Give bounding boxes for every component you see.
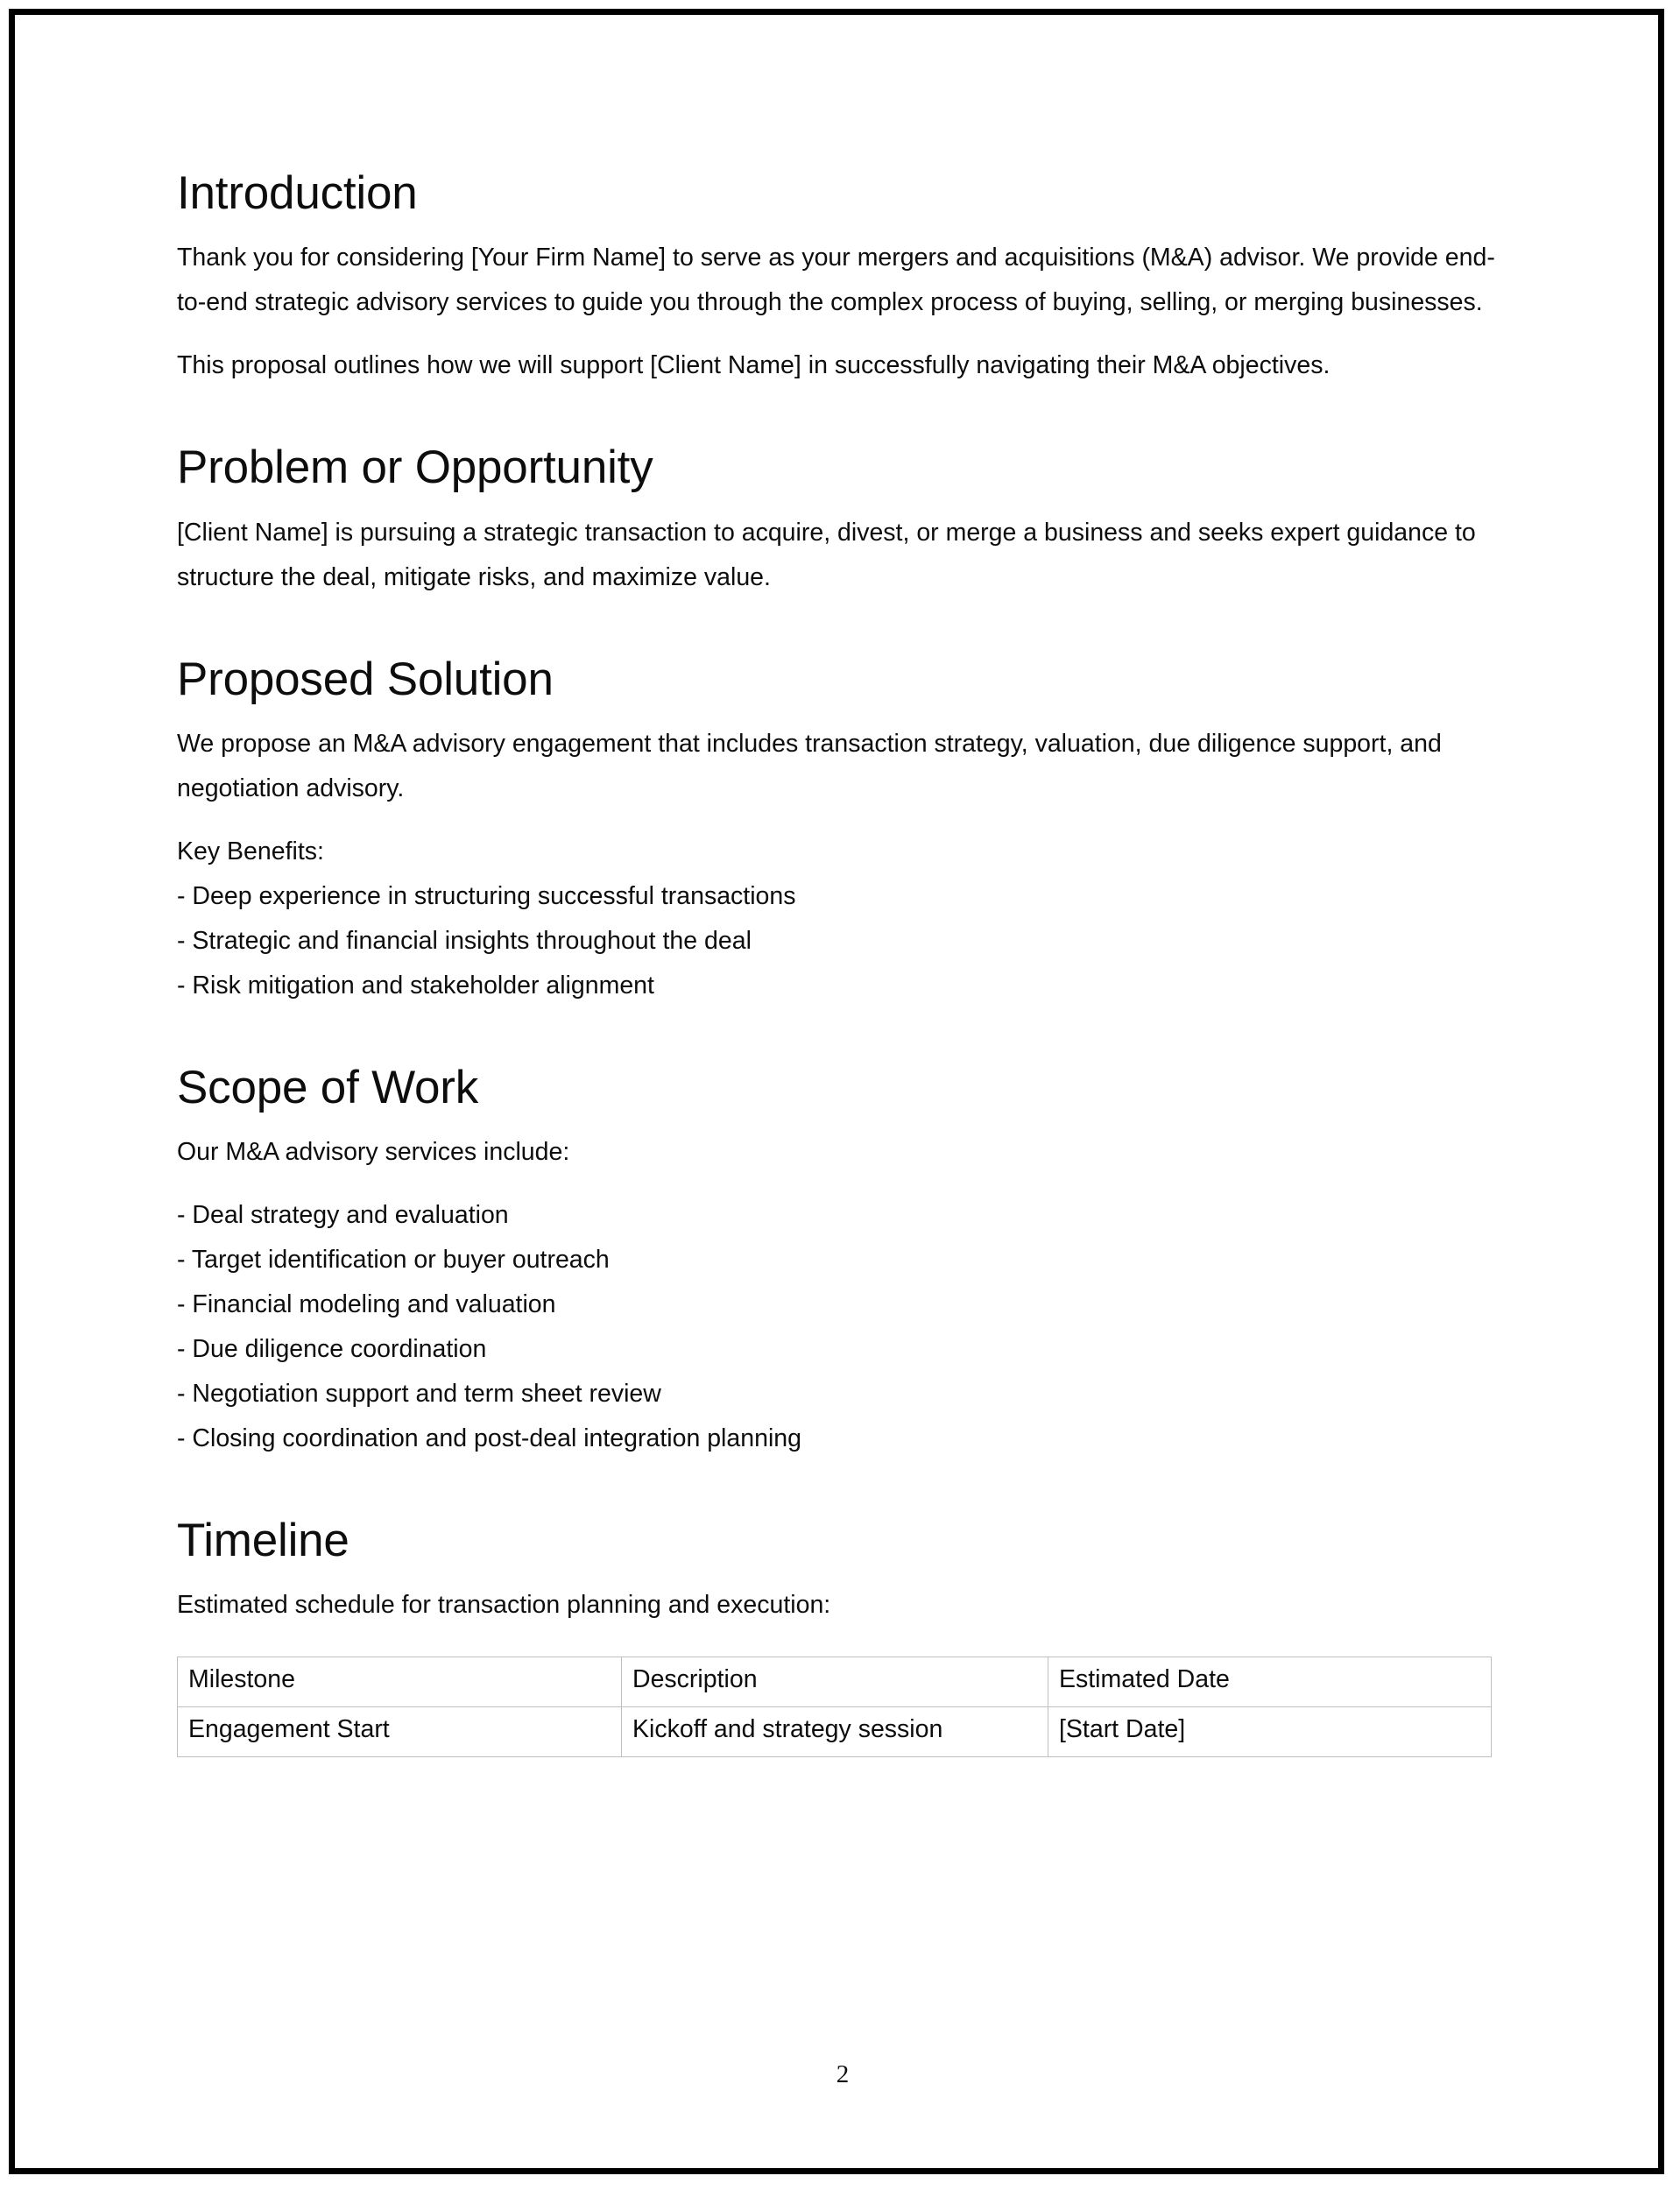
page-content [177, 168, 1517, 1757]
list-item: - Deep experience in structuring successful transactions [177, 881, 796, 910]
spacer [177, 811, 1517, 830]
key-benefits-label: Key Benefits: [177, 837, 324, 865]
spacer [177, 219, 1517, 236]
table-cell-milestone: Engagement Start [178, 1707, 622, 1757]
paragraph-proposed-solution-1: We propose an M&A advisory engagement that includes transaction strategy, valuation, due diligence support, and negotiation advisory. [177, 729, 1442, 802]
table-header-cell: Milestone [178, 1657, 622, 1707]
list-item: - Deal strategy and evaluation [177, 1201, 509, 1230]
list-item: - Closing coordination and post-deal integration planning [177, 1424, 801, 1453]
paragraph-introduction-1: Thank you for considering [Your Firm Name] to serve as your mergers and acquisitions (M&A) advisor. We provide end-to-end strategic advisory services to guide you through the complex process of buying, selling, or merging businesses. [177, 244, 1495, 317]
paragraph-scope-of-work-1: Our M&A advisory services include: [177, 1138, 570, 1167]
table-cell-estimated-date: [Start Date] [1048, 1707, 1492, 1757]
document-page [9, 9, 1664, 2174]
table-header-row [178, 1657, 1492, 1707]
heading-introduction: Introduction [177, 167, 418, 219]
spacer [177, 1628, 1517, 1657]
timeline-table [177, 1657, 1492, 1757]
spacer [177, 1175, 1517, 1193]
list-item: - Target identification or buyer outreach [177, 1246, 610, 1275]
list-item: - Strategic and financial insights throughout the deal [177, 926, 752, 955]
table-header-cell: Estimated Date [1048, 1657, 1492, 1707]
spacer [177, 1008, 1517, 1063]
spacer [177, 1113, 1517, 1130]
spacer [177, 600, 1517, 654]
heading-proposed-solution: Proposed Solution [177, 653, 554, 705]
scope-of-work-list [177, 1193, 1517, 1461]
table-row [178, 1707, 1492, 1757]
table-header-cell: Description [622, 1657, 1048, 1707]
spacer [177, 1461, 1517, 1515]
heading-scope-of-work: Scope of Work [177, 1061, 479, 1113]
paragraph-introduction-2: This proposal outlines how we will support [Client Name] in successfully navigating their M&A objectives. [177, 351, 1331, 380]
key-benefits-list [177, 874, 1517, 1008]
spacer [177, 325, 1517, 343]
list-item: - Financial modeling and valuation [177, 1290, 556, 1319]
spacer [177, 494, 1517, 511]
list-item: - Due diligence coordination [177, 1335, 487, 1364]
heading-problem-or-opportunity: Problem or Opportunity [177, 442, 653, 494]
spacer [177, 388, 1517, 442]
spacer [177, 705, 1517, 722]
page-number: 2 [836, 2060, 850, 2088]
paragraph-timeline-1: Estimated schedule for transaction planning and execution: [177, 1591, 831, 1620]
list-item: - Negotiation support and term sheet review [177, 1380, 661, 1409]
paragraph-problem-or-opportunity-1: [Client Name] is pursuing a strategic transaction to acquire, divest, or merge a business and seeks expert guidance to structure the deal, mitigate risks, and maximize value. [177, 518, 1476, 591]
heading-timeline: Timeline [177, 1515, 349, 1567]
spacer [177, 1566, 1517, 1583]
table-cell-description: Kickoff and strategy session [622, 1707, 1048, 1757]
list-item: - Risk mitigation and stakeholder alignment [177, 971, 654, 1000]
